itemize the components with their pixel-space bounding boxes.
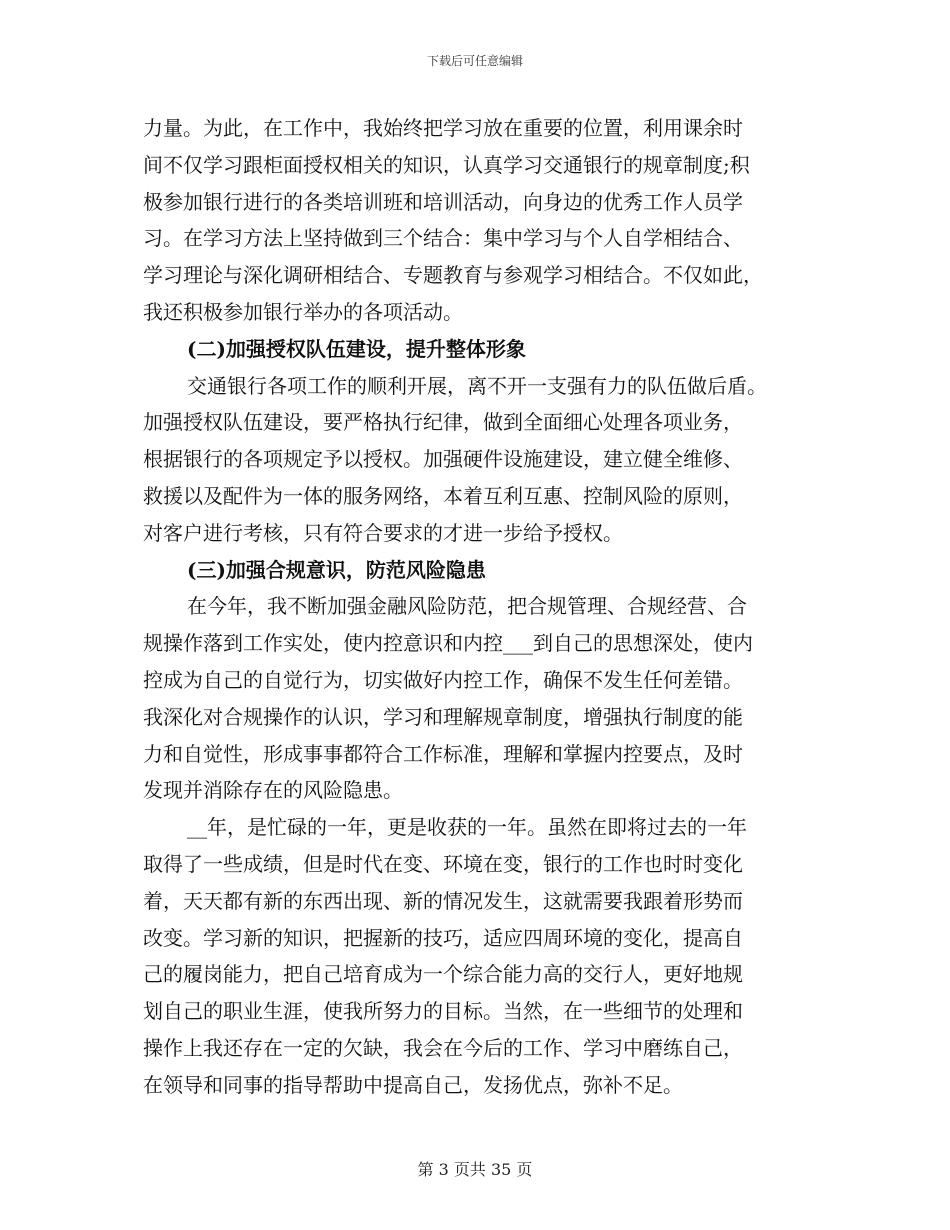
body-line: 改变。学习新的知识，把握新的技巧，适应四周环境的变化，提高自 — [143, 925, 743, 950]
body-line: 对客户进行考核，只有符合要求的才进一步给予授权。 — [143, 520, 623, 545]
body-line: 习。在学习方法上坚持做到三个结合：集中学习与个人自学相结合、 — [143, 226, 743, 251]
body-line: 规操作落到工作实处，使内控意识和内控___到自己的思想深处，使内 — [143, 631, 753, 656]
paragraph-start: __年，是忙碌的一年，更是收获的一年。虽然在即将过去的一年 — [187, 815, 747, 840]
body-line: 间不仅学习跟柜面授权相关的知识，认真学习交通银行的规章制度;积 — [143, 152, 750, 177]
page-header: 下载后可任意编辑 — [426, 54, 523, 68]
body-line: 己的履岗能力，把自己培育成为一个综合能力高的交行人，更好地规 — [143, 962, 743, 987]
body-line: 控成为自己的自觉行为，切实做好内控工作，确保不发生任何差错。 — [143, 667, 743, 692]
body-line: 救援以及配件为一体的服务网络，本着互利互惠、控制风险的原则， — [143, 483, 743, 508]
body-line: 我还积极参加银行举办的各项活动。 — [143, 299, 463, 324]
section-heading-3: (三)加强合规意识，防范风险隐患 — [187, 557, 486, 582]
body-line: 在领导和同事的指导帮助中提高自己，发扬优点，弥补不足。 — [143, 1072, 683, 1097]
body-line: 力和自觉性，形成事事都符合工作标准，理解和掌握内控要点，及时 — [143, 741, 743, 766]
document-body — [143, 110, 813, 1104]
paragraph-start: 在今年，我不断加强金融风险防范，把合规管理、合规经营、合 — [187, 594, 747, 619]
body-line: 加强授权队伍建设，要严格执行纪律，做到全面细心处理各项业务， — [143, 410, 743, 435]
body-line: 划自己的职业生涯，使我所努力的目标。当然，在一些细节的处理和 — [143, 999, 743, 1024]
body-line: 取得了一些成绩，但是时代在变、环境在变，银行的工作也时时变化 — [143, 851, 743, 876]
section-heading-2: (二)加强授权队伍建设，提升整体形象 — [187, 336, 526, 361]
body-line: 我深化对合规操作的认识，学习和理解规章制度，增强执行制度的能 — [143, 704, 743, 729]
body-line: 着，天天都有新的东西出现、新的情况发生，这就需要我跟着形势而 — [143, 888, 743, 913]
body-line: 发现并消除存在的风险隐患。 — [143, 778, 403, 803]
body-line: 力量。为此，在工作中，我始终把学习放在重要的位置，利用课余时 — [143, 116, 743, 140]
body-line: 极参加银行进行的各类培训班和培训活动，向身边的优秀工作人员学 — [143, 189, 743, 214]
body-line: 学习理论与深化调研相结合、专题教育与参观学习相结合。不仅如此， — [143, 263, 763, 288]
body-line: 根据银行的各项规定予以授权。加强硬件设施建设，建立健全维修、 — [143, 447, 743, 472]
paragraph-start: 交通银行各项工作的顺利开展，离不开一支强有力的队伍做后盾。 — [187, 373, 767, 398]
body-line: 操作上我还存在一定的欠缺，我会在今后的工作、学习中磨练自己， — [143, 1035, 743, 1060]
page-footer: 第 3 页共 35 页 — [417, 1160, 533, 1179]
